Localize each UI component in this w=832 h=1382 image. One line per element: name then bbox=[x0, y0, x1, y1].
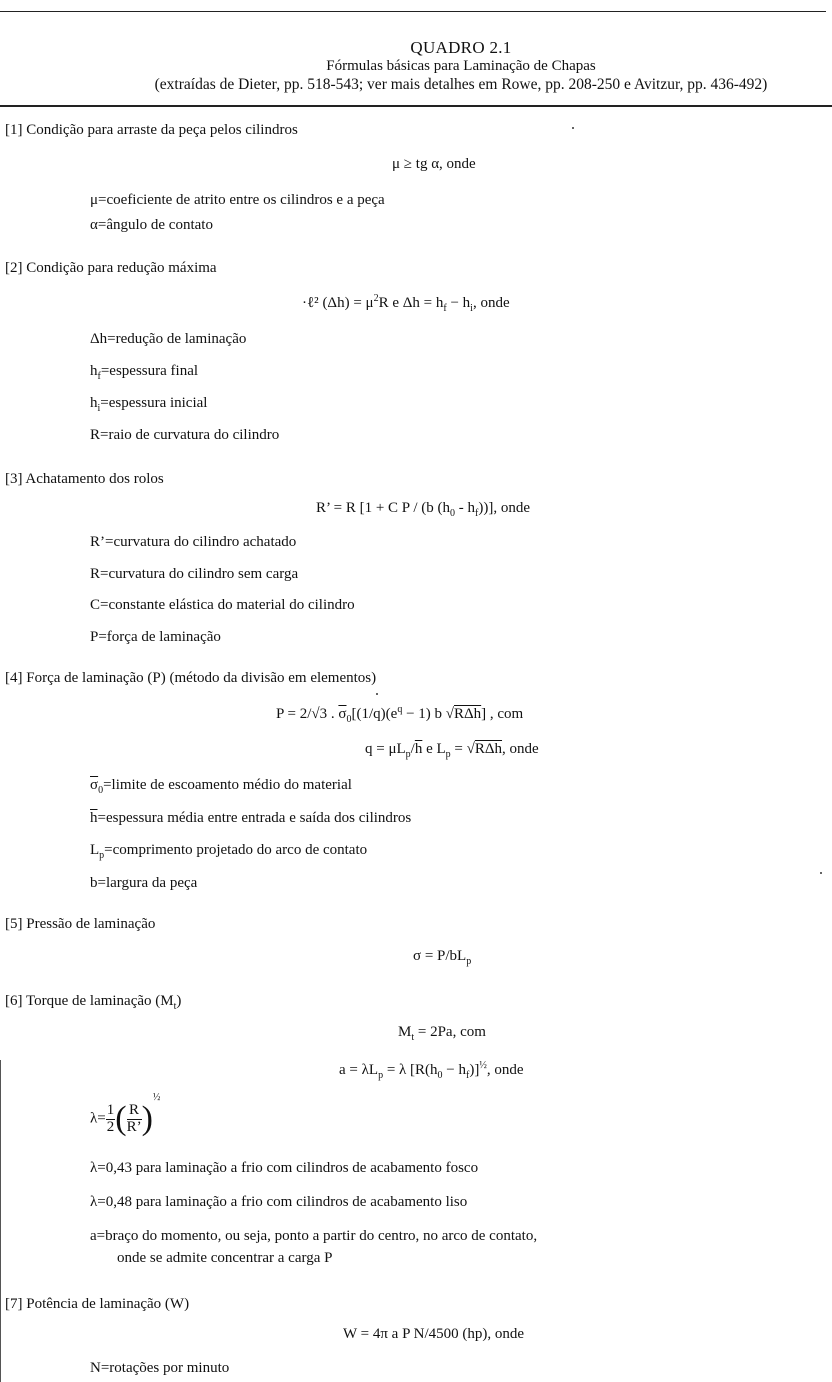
section-3-def-rprime: R’=curvatura do cilindro achatado bbox=[90, 534, 297, 550]
page-title: QUADRO 2.1 bbox=[410, 38, 512, 57]
section-4-def-hbar: $\overline{h}=espessura$ média entre entrada e saída dos cilindros bbox=[90, 810, 412, 826]
section-4-title: [4] Força de laminação (P) (método da divisão em elementos) bbox=[5, 670, 377, 686]
section-6-def-a-line2: onde se admite concentrar a carga P bbox=[117, 1250, 333, 1266]
section-2-def-hi: $h_i=espessura$ inicial bbox=[90, 395, 208, 414]
section-6-formula-a: $a = \lambda L_p = \lambda$ $[R(h_0 - h_f)]^{\frac{1}{2}}$, onde bbox=[339, 1060, 524, 1081]
section-4-formula-p: P = 2/√3 . $\overline{\sigma}_0[(1/q)(e^q - 1)$ b √RΔh] , com bbox=[276, 704, 524, 725]
section-6-def-lambda-liso: λ=0,48 para laminação a frio com cilindros de acabamento liso bbox=[90, 1194, 468, 1210]
section-3-def-r: R=curvatura do cilindro sem carga bbox=[90, 566, 299, 582]
section-2-def-hf: $h_f=espessura$ final bbox=[90, 363, 199, 382]
section-4-def-lp: $L_p=comprimento$ projetado do arco de contato bbox=[90, 842, 368, 861]
scan-left-edge bbox=[0, 1060, 1, 1382]
section-7-def-n: N=rotações por minuto bbox=[90, 1360, 230, 1376]
section-3-formula: R’ = R [1 + C P / (b $(h_0 - h_f)$)], onde bbox=[316, 500, 531, 519]
top-rule bbox=[0, 11, 826, 12]
section-4-def-sigma: $\overline{\sigma}_0=limite$ de escoamento médio do material bbox=[90, 777, 352, 796]
section-6-formula-mt: $M_t = 2Pa$, com bbox=[398, 1024, 486, 1043]
section-2-def-r: R=raio de curvatura do cilindro bbox=[90, 427, 280, 443]
header-rule bbox=[0, 105, 832, 107]
scan-speck bbox=[820, 872, 822, 874]
section-6-title: [6] Torque de laminação $(M_t)$ bbox=[5, 993, 182, 1012]
section-1-def-alpha: α=ângulo de contato bbox=[90, 217, 213, 233]
page-source-note: (extraídas de Dieter, pp. 518-543; ver mais detalhes em Rowe, pp. 208-250 e Avitzur, pp. 436-492) bbox=[154, 76, 768, 93]
scan-speck bbox=[376, 693, 378, 695]
scan-speck bbox=[572, 127, 574, 129]
section-1-def-mu: μ=coeficiente de atrito entre os cilindros e a peça bbox=[90, 192, 385, 208]
section-6-def-lambda-fosco: λ=0,43 para laminação a frio com cilindros de acabamento fosco bbox=[90, 1160, 479, 1176]
section-4-formula-q: $q = \mu L_p/\overline{h}$ e $L_p = √R\Delta h$, onde bbox=[365, 741, 539, 760]
section-7-formula: W = 4π a P N/4500 (hp), onde bbox=[343, 1326, 525, 1342]
section-6-def-a-line1: a=braço do momento, ou seja, ponto a partir do centro, no arco de contato, bbox=[90, 1228, 538, 1244]
section-4-def-b: b=largura da peça bbox=[90, 875, 198, 891]
page-subtitle: Fórmulas básicas para Laminação de Chapas bbox=[326, 58, 596, 74]
section-7-title: [7] Potência de laminação (W) bbox=[5, 1296, 190, 1312]
section-1-title: [1] Condição para arraste da peça pelos cilindros bbox=[5, 122, 298, 138]
section-6-formula-lambda: λ= $\frac{1}{2}$ ( $\frac{R}{R’}$ )$^{\frac{1}{2}}$ bbox=[90, 1092, 161, 1137]
section-3-def-c: C=constante elástica do material do cilindro bbox=[90, 597, 355, 613]
section-2-formula: ·ℓ² $(\Delta h) = \mu^2R$ e $\Delta h = h_f - h_i$, onde bbox=[302, 293, 510, 314]
section-2-def-dh: Δh=redução de laminação bbox=[90, 331, 247, 347]
section-3-title: [3] Achatamento dos rolos bbox=[5, 471, 164, 487]
section-5-title: [5] Pressão de laminação bbox=[5, 916, 156, 932]
section-5-formula: $\sigma = P/bL_p$ bbox=[413, 948, 472, 967]
section-2-title: [2] Condição para redução máxima bbox=[5, 260, 217, 276]
section-3-def-p: P=força de laminação bbox=[90, 629, 221, 645]
section-1-formula: μ ≥ tg α, onde bbox=[392, 156, 476, 172]
